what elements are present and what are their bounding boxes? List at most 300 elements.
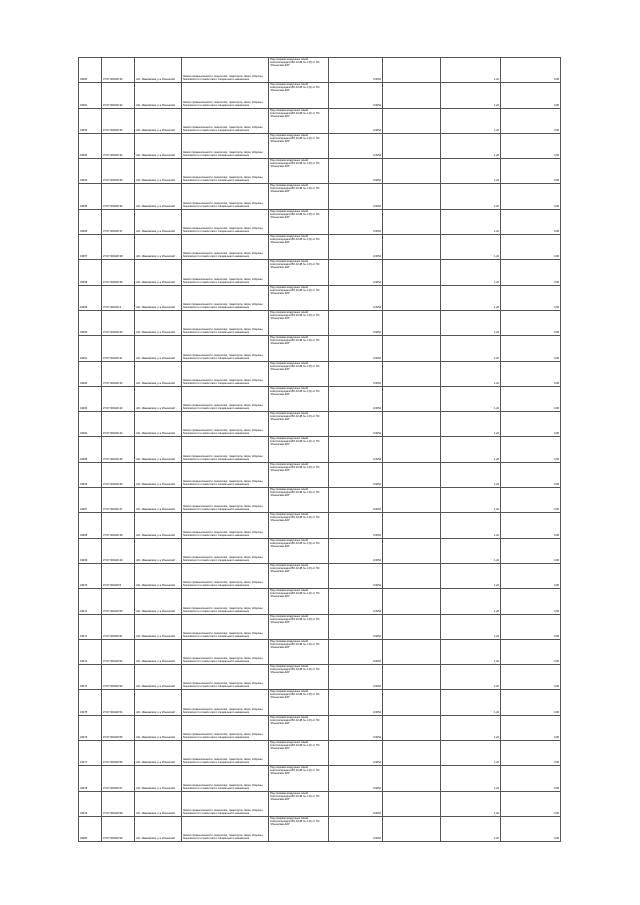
empty-cell [383,715,441,740]
cadastral-number: 37:07:000220:47 [102,488,135,513]
region-cell: обл. Ивановская, р-н Ильинский [135,133,182,158]
region-cell: обл. Ивановская, р-н Ильинский [135,665,182,690]
cost-value: 0,06 [501,209,561,234]
region-cell: обл. Ивановская, р-н Ильинский [135,184,182,209]
land-purpose: Земли промышленности, энергетики, транспорта, связи, обороны, безопасности и земли иного специального назначения [182,235,269,260]
table-row [79,589,561,614]
cadastral-number: 37:07:000220:35 [102,159,135,184]
rate-value: 1,22 [441,816,501,841]
encumbrance: Под опорами воздушных линий электропередачи ВЛ-10 кВ № 1 (0) от ПС "Ильинская-220" [269,412,329,437]
encumbrance: Под опорами воздушных линий электропередачи ВЛ-10 кВ № 1 (0) от ПС "Ильинская-220" [269,133,329,158]
table-row [79,412,561,437]
table-body [79,58,561,842]
land-purpose: Земли промышленности, энергетики, транспорта, связи, обороны, безопасности и земли иного специального назначения [182,159,269,184]
table-row [79,260,561,285]
area-value: 0,0054 [329,260,383,285]
rate-value: 1,22 [441,260,501,285]
rate-value: 1,22 [441,310,501,335]
land-purpose: Земли промышленности, энергетики, транспорта, связи, обороны, безопасности и земли иного специального назначения [182,665,269,690]
empty-cell [383,589,441,614]
land-purpose: Земли промышленности, энергетики, транспорта, связи, обороны, безопасности и земли иного специального назначения [182,488,269,513]
rate-value: 1,22 [441,83,501,108]
cost-value: 0,06 [501,741,561,766]
cost-value: 0,06 [501,791,561,816]
cadastral-number: 37:07:000220:34 [102,58,135,83]
land-purpose: Земли промышленности, энергетики, транспорта, связи, обороны, безопасности и земли иного специального назначения [182,260,269,285]
cost-value: 0,06 [501,184,561,209]
table-row [79,816,561,841]
area-value: 0,0054 [329,209,383,234]
area-value: 0,0054 [329,437,383,462]
rate-value: 1,22 [441,159,501,184]
cost-value: 0,06 [501,386,561,411]
table-row [79,538,561,563]
area-value: 0,0054 [329,58,383,83]
rate-value: 1,22 [441,336,501,361]
area-value: 0,0054 [329,310,383,335]
encumbrance: Под опорами воздушных линий электропередачи ВЛ-10 кВ № 1 (0) от ПС "Ильинская-220" [269,791,329,816]
row-number: 34468 [79,513,102,538]
table-row [79,766,561,791]
row-number: 34476 [79,715,102,740]
region-cell: обл. Ивановская, р-н Ильинский [135,412,182,437]
land-purpose: Земли промышленности, энергетики, транспорта, связи, обороны, безопасности и земли иного специального назначения [182,741,269,766]
rate-value: 1,22 [441,285,501,310]
land-purpose: Земли промышленности, энергетики, транспорта, связи, обороны, безопасности и земли иного специального назначения [182,462,269,487]
region-cell: обл. Ивановская, р-н Ильинский [135,639,182,664]
area-value: 0,0054 [329,386,383,411]
row-number: 34461 [79,336,102,361]
row-number: 34469 [79,538,102,563]
empty-cell [383,639,441,664]
empty-cell [383,310,441,335]
area-value: 0,0054 [329,589,383,614]
row-number: 34475 [79,690,102,715]
land-purpose: Земли промышленности, энергетики, транспорта, связи, обороны, безопасности и земли иного специального назначения [182,614,269,639]
row-number: 34458 [79,260,102,285]
region-cell: обл. Ивановская, р-н Ильинский [135,108,182,133]
land-purpose: Земли промышленности, энергетики, транспорта, связи, обороны, безопасности и земли иного специального назначения [182,766,269,791]
rate-value: 1,22 [441,133,501,158]
table-row [79,513,561,538]
rate-value: 1,22 [441,184,501,209]
rate-value: 1,22 [441,791,501,816]
cadastral-number: 37:07:000220:4 [102,285,135,310]
land-purpose: Земли промышленности, энергетики, транспорта, связи, обороны, безопасности и земли иного специального назначения [182,816,269,841]
region-cell: обл. Ивановская, р-н Ильинский [135,159,182,184]
table-row [79,791,561,816]
row-number: 34453 [79,133,102,158]
cadastral-number: 37:07:000220:49 [102,538,135,563]
encumbrance: Под опорами воздушных линий электропередачи ВЛ-10 кВ № 1 (0) от ПС "Ильинская-220" [269,159,329,184]
cost-value: 0,06 [501,235,561,260]
encumbrance: Под опорами воздушных линий электропередачи ВЛ-10 кВ № 1 (0) от ПС "Ильинская-220" [269,285,329,310]
area-value: 0,0054 [329,83,383,108]
table-row [79,83,561,108]
land-purpose: Земли промышленности, энергетики, транспорта, связи, обороны, безопасности и земли иного специального назначения [182,715,269,740]
area-value: 0,0054 [329,235,383,260]
rate-value: 1,22 [441,209,501,234]
land-purpose: Земли промышленности, энергетики, транспорта, связи, обороны, безопасности и земли иного специального назначения [182,83,269,108]
area-value: 0,0054 [329,665,383,690]
land-purpose: Земли промышленности, энергетики, транспорта, связи, обороны, безопасности и земли иного специального назначения [182,285,269,310]
row-number: 34457 [79,235,102,260]
row-number: 34462 [79,361,102,386]
row-number: 34472 [79,614,102,639]
encumbrance: Под опорами воздушных линий электропередачи ВЛ-10 кВ № 1 (0) от ПС "Ильинская-220" [269,58,329,83]
cost-value: 0,06 [501,83,561,108]
cadastral-number: 37:07:000220:5 [102,563,135,588]
empty-cell [383,285,441,310]
cost-value: 0,06 [501,538,561,563]
cost-value: 0,06 [501,133,561,158]
empty-cell [383,816,441,841]
cost-value: 0,06 [501,285,561,310]
cost-value: 0,06 [501,614,561,639]
land-purpose: Земли промышленности, энергетики, транспорта, связи, обороны, безопасности и земли иного специального назначения [182,184,269,209]
rate-value: 1,22 [441,665,501,690]
table-row [79,639,561,664]
empty-cell [383,159,441,184]
row-number: 34464 [79,412,102,437]
area-value: 0,0054 [329,690,383,715]
table-row [79,133,561,158]
table-row [79,58,561,83]
cadastral-number: 37:07:000220:53 [102,665,135,690]
empty-cell [383,336,441,361]
area-value: 0,0054 [329,538,383,563]
cadastral-number: 37:07:000220:40 [102,310,135,335]
cadastral-number: 37:07:000220:33 [102,108,135,133]
row-number: 34478 [79,766,102,791]
encumbrance: Под опорами воздушных линий электропередачи ВЛ-10 кВ № 1 (0) от ПС "Ильинская-220" [269,513,329,538]
table-row [79,361,561,386]
table-row [79,563,561,588]
cadastral-number: 37:07:000220:46 [102,462,135,487]
region-cell: обл. Ивановская, р-н Ильинский [135,285,182,310]
cost-value: 0,06 [501,639,561,664]
cost-value: 0,06 [501,665,561,690]
table-row [79,488,561,513]
empty-cell [383,538,441,563]
row-number: 34474 [79,665,102,690]
encumbrance: Под опорами воздушных линий электропередачи ВЛ-10 кВ № 1 (0) от ПС "Ильинская-220" [269,665,329,690]
land-purpose: Земли промышленности, энергетики, транспорта, связи, обороны, безопасности и земли иного специального назначения [182,690,269,715]
land-purpose: Земли промышленности, энергетики, транспорта, связи, обороны, безопасности и земли иного специального назначения [182,209,269,234]
row-number: 34451 [79,83,102,108]
empty-cell [383,488,441,513]
table-row [79,715,561,740]
cost-value: 0,06 [501,488,561,513]
cadastral-number: 37:07:000220:58 [102,791,135,816]
encumbrance: Под опорами воздушных линий электропередачи ВЛ-10 кВ № 1 (0) от ПС "Ильинская-220" [269,209,329,234]
rate-value: 1,22 [441,563,501,588]
empty-cell [383,690,441,715]
land-purpose: Земли промышленности, энергетики, транспорта, связи, обороны, безопасности и земли иного специального назначения [182,513,269,538]
row-number: 34480 [79,816,102,841]
rate-value: 1,22 [441,386,501,411]
area-value: 0,0054 [329,639,383,664]
cadastral-number: 37:07:000220:37 [102,209,135,234]
region-cell: обл. Ивановская, р-н Ильинский [135,58,182,83]
cadastral-number: 37:07:000220:52 [102,639,135,664]
cost-value: 0,06 [501,336,561,361]
area-value: 0,0054 [329,816,383,841]
land-purpose: Земли промышленности, энергетики, транспорта, связи, обороны, безопасности и земли иного специального назначения [182,563,269,588]
row-number: 34477 [79,741,102,766]
encumbrance: Под опорами воздушных линий электропередачи ВЛ-10 кВ № 1 (0) от ПС "Ильинская-220" [269,690,329,715]
cadastral-number: 37:07:000220:48 [102,513,135,538]
row-number: 34470 [79,563,102,588]
region-cell: обл. Ивановская, р-н Ильинский [135,488,182,513]
table-row [79,310,561,335]
area-value: 0,0054 [329,108,383,133]
encumbrance: Под опорами воздушных линий электропередачи ВЛ-10 кВ № 1 (0) от ПС "Ильинская-220" [269,184,329,209]
cost-value: 0,06 [501,513,561,538]
encumbrance: Под опорами воздушных линий электропередачи ВЛ-10 кВ № 1 (0) от ПС "Ильинская-220" [269,361,329,386]
land-purpose: Земли промышленности, энергетики, транспорта, связи, обороны, безопасности и земли иного специального назначения [182,412,269,437]
empty-cell [383,83,441,108]
area-value: 0,0054 [329,133,383,158]
cost-value: 0,06 [501,412,561,437]
area-value: 0,0054 [329,159,383,184]
land-purpose: Земли промышленности, энергетики, транспорта, связи, обороны, безопасности и земли иного специального назначения [182,791,269,816]
encumbrance: Под опорами воздушных линий электропередачи ВЛ-10 кВ № 1 (0) от ПС "Ильинская-220" [269,563,329,588]
encumbrance: Под опорами воздушных линий электропередачи ВЛ-10 кВ № 1 (0) от ПС "Ильинская-220" [269,235,329,260]
encumbrance: Под опорами воздушных линий электропередачи ВЛ-10 кВ № 1 (0) от ПС "Ильинская-220" [269,538,329,563]
encumbrance: Под опорами воздушных линий электропередачи ВЛ-10 кВ № 1 (0) от ПС "Ильинская-220" [269,437,329,462]
rate-value: 1,22 [441,58,501,83]
cadastral-number: 37:07:000220:38 [102,235,135,260]
area-value: 0,0054 [329,715,383,740]
empty-cell [383,462,441,487]
row-number: 34463 [79,386,102,411]
cost-value: 0,06 [501,361,561,386]
region-cell: обл. Ивановская, р-н Ильинский [135,741,182,766]
table-row [79,336,561,361]
area-value: 0,0054 [329,462,383,487]
region-cell: обл. Ивановская, р-н Ильинский [135,260,182,285]
encumbrance: Под опорами воздушных линий электропередачи ВЛ-10 кВ № 1 (0) от ПС "Ильинская-220" [269,589,329,614]
region-cell: обл. Ивановская, р-н Ильинский [135,563,182,588]
empty-cell [383,766,441,791]
encumbrance: Под опорами воздушных линий электропередачи ВЛ-10 кВ № 1 (0) от ПС "Ильинская-220" [269,715,329,740]
region-cell: обл. Ивановская, р-н Ильинский [135,209,182,234]
region-cell: обл. Ивановская, р-н Ильинский [135,361,182,386]
region-cell: обл. Ивановская, р-н Ильинский [135,513,182,538]
rate-value: 1,22 [441,361,501,386]
table-row [79,741,561,766]
cost-value: 0,06 [501,462,561,487]
cost-value: 0,06 [501,58,561,83]
rate-value: 1,22 [441,108,501,133]
encumbrance: Под опорами воздушных линий электропередачи ВЛ-10 кВ № 1 (0) от ПС "Ильинская-220" [269,462,329,487]
rate-value: 1,22 [441,462,501,487]
land-purpose: Земли промышленности, энергетики, транспорта, связи, обороны, безопасности и земли иного специального назначения [182,310,269,335]
rate-value: 1,22 [441,488,501,513]
cost-value: 0,06 [501,589,561,614]
row-number: 34471 [79,589,102,614]
cost-value: 0,06 [501,766,561,791]
encumbrance: Под опорами воздушных линий электропередачи ВЛ-10 кВ № 1 (0) от ПС "Ильинская-220" [269,260,329,285]
rate-value: 1,22 [441,766,501,791]
area-value: 0,0054 [329,563,383,588]
region-cell: обл. Ивановская, р-н Ильинский [135,791,182,816]
cadastral-number: 37:07:000220:36 [102,184,135,209]
land-purpose: Земли промышленности, энергетики, транспорта, связи, обороны, безопасности и земли иного специального назначения [182,133,269,158]
land-purpose: Земли промышленности, энергетики, транспорта, связи, обороны, безопасности и земли иного специального назначения [182,589,269,614]
region-cell: обл. Ивановская, р-н Ильинский [135,690,182,715]
region-cell: обл. Ивановская, р-н Ильинский [135,715,182,740]
land-purpose: Земли промышленности, энергетики, транспорта, связи, обороны, безопасности и земли иного специального назначения [182,437,269,462]
table-row [79,462,561,487]
cadastral-number: 37:07:000220:34 [102,133,135,158]
rate-value: 1,22 [441,538,501,563]
row-number: 34459 [79,285,102,310]
encumbrance: Под опорами воздушных линий электропередачи ВЛ-10 кВ № 1 (0) от ПС "Ильинская-220" [269,310,329,335]
cadastral-number: 37:07:000220:45 [102,437,135,462]
area-value: 0,0054 [329,361,383,386]
area-value: 0,0054 [329,741,383,766]
empty-cell [383,412,441,437]
row-number: 34450 [79,58,102,83]
land-purpose: Земли промышленности, энергетики, транспорта, связи, обороны, безопасности и земли иного специального назначения [182,639,269,664]
encumbrance: Под опорами воздушных линий электропередачи ВЛ-10 кВ № 1 (0) от ПС "Ильинская-220" [269,816,329,841]
region-cell: обл. Ивановская, р-н Ильинский [135,766,182,791]
rate-value: 1,22 [441,437,501,462]
cadastral-table [78,57,561,842]
region-cell: обл. Ивановская, р-н Ильинский [135,83,182,108]
table-row [79,209,561,234]
empty-cell [383,741,441,766]
cadastral-number: 37:07:000220:42 [102,361,135,386]
area-value: 0,0054 [329,184,383,209]
empty-cell [383,513,441,538]
region-cell: обл. Ивановская, р-н Ильинский [135,538,182,563]
region-cell: обл. Ивановская, р-н Ильинский [135,310,182,335]
land-purpose: Земли промышленности, энергетики, транспорта, связи, обороны, безопасности и земли иного специального назначения [182,58,269,83]
cadastral-number: 37:07:000220:59 [102,816,135,841]
table-row [79,437,561,462]
area-value: 0,0054 [329,412,383,437]
cadastral-number: 37:07:000220:39 [102,260,135,285]
rate-value: 1,22 [441,715,501,740]
row-number: 34460 [79,310,102,335]
row-number: 34479 [79,791,102,816]
row-number: 34473 [79,639,102,664]
encumbrance: Под опорами воздушных линий электропередачи ВЛ-10 кВ № 1 (0) от ПС "Ильинская-220" [269,488,329,513]
rate-value: 1,22 [441,614,501,639]
land-purpose: Земли промышленности, энергетики, транспорта, связи, обороны, безопасности и земли иного специального назначения [182,336,269,361]
table-row [79,386,561,411]
area-value: 0,0054 [329,488,383,513]
document-sheet [78,57,560,842]
region-cell: обл. Ивановская, р-н Ильинский [135,336,182,361]
table-row [79,108,561,133]
cadastral-number: 37:07:000220:32 [102,83,135,108]
empty-cell [383,235,441,260]
empty-cell [383,58,441,83]
region-cell: обл. Ивановская, р-н Ильинский [135,437,182,462]
empty-cell [383,361,441,386]
land-purpose: Земли промышленности, энергетики, транспорта, связи, обороны, безопасности и земли иного специального назначения [182,538,269,563]
encumbrance: Под опорами воздушных линий электропередачи ВЛ-10 кВ № 1 (0) от ПС "Ильинская-220" [269,766,329,791]
cadastral-number: 37:07:000220:56 [102,741,135,766]
empty-cell [383,133,441,158]
encumbrance: Под опорами воздушных линий электропередачи ВЛ-10 кВ № 1 (0) от ПС "Ильинская-220" [269,614,329,639]
empty-cell [383,437,441,462]
empty-cell [383,791,441,816]
empty-cell [383,614,441,639]
encumbrance: Под опорами воздушных линий электропередачи ВЛ-10 кВ № 1 (0) от ПС "Ильинская-220" [269,386,329,411]
cadastral-number: 37:07:000220:57 [102,766,135,791]
empty-cell [383,108,441,133]
area-value: 0,0054 [329,791,383,816]
cadastral-number: 37:07:000220:41 [102,336,135,361]
area-value: 0,0054 [329,513,383,538]
row-number: 34455 [79,184,102,209]
empty-cell [383,386,441,411]
cadastral-number: 37:07:000220:50 [102,589,135,614]
cadastral-number: 37:07:000220:51 [102,614,135,639]
empty-cell [383,665,441,690]
encumbrance: Под опорами воздушных линий электропередачи ВЛ-10 кВ № 1 (0) от ПС "Ильинская-220" [269,639,329,664]
table-row [79,690,561,715]
area-value: 0,0054 [329,336,383,361]
empty-cell [383,209,441,234]
cost-value: 0,06 [501,816,561,841]
region-cell: обл. Ивановская, р-н Ильинский [135,589,182,614]
region-cell: обл. Ивановская, р-н Ильинский [135,386,182,411]
cost-value: 0,06 [501,563,561,588]
cost-value: 0,06 [501,310,561,335]
cadastral-number: 37:07:000220:43 [102,386,135,411]
encumbrance: Под опорами воздушных линий электропередачи ВЛ-10 кВ № 1 (0) от ПС "Ильинская-220" [269,741,329,766]
region-cell: обл. Ивановская, р-н Ильинский [135,614,182,639]
rate-value: 1,22 [441,690,501,715]
cadastral-number: 37:07:000220:54 [102,690,135,715]
encumbrance: Под опорами воздушных линий электропередачи ВЛ-10 кВ № 1 (0) от ПС "Ильинская-220" [269,108,329,133]
rate-value: 1,22 [441,589,501,614]
row-number: 34467 [79,488,102,513]
cost-value: 0,06 [501,108,561,133]
region-cell: обл. Ивановская, р-н Ильинский [135,816,182,841]
encumbrance: Под опорами воздушных линий электропередачи ВЛ-10 кВ № 1 (0) от ПС "Ильинская-220" [269,336,329,361]
row-number: 34465 [79,437,102,462]
table-row [79,235,561,260]
area-value: 0,0054 [329,766,383,791]
row-number: 34456 [79,209,102,234]
empty-cell [383,260,441,285]
cost-value: 0,06 [501,690,561,715]
area-value: 0,0054 [329,285,383,310]
cadastral-number: 37:07:000220:44 [102,412,135,437]
table-row [79,184,561,209]
rate-value: 1,22 [441,513,501,538]
table-row [79,665,561,690]
empty-cell [383,184,441,209]
region-cell: обл. Ивановская, р-н Ильинский [135,462,182,487]
row-number: 34466 [79,462,102,487]
rate-value: 1,22 [441,741,501,766]
cadastral-number: 37:07:000220:55 [102,715,135,740]
cost-value: 0,06 [501,715,561,740]
row-number: 34452 [79,108,102,133]
region-cell: обл. Ивановская, р-н Ильинский [135,235,182,260]
land-purpose: Земли промышленности, энергетики, транспорта, связи, обороны, безопасности и земли иного специального назначения [182,108,269,133]
cost-value: 0,06 [501,437,561,462]
rate-value: 1,22 [441,639,501,664]
